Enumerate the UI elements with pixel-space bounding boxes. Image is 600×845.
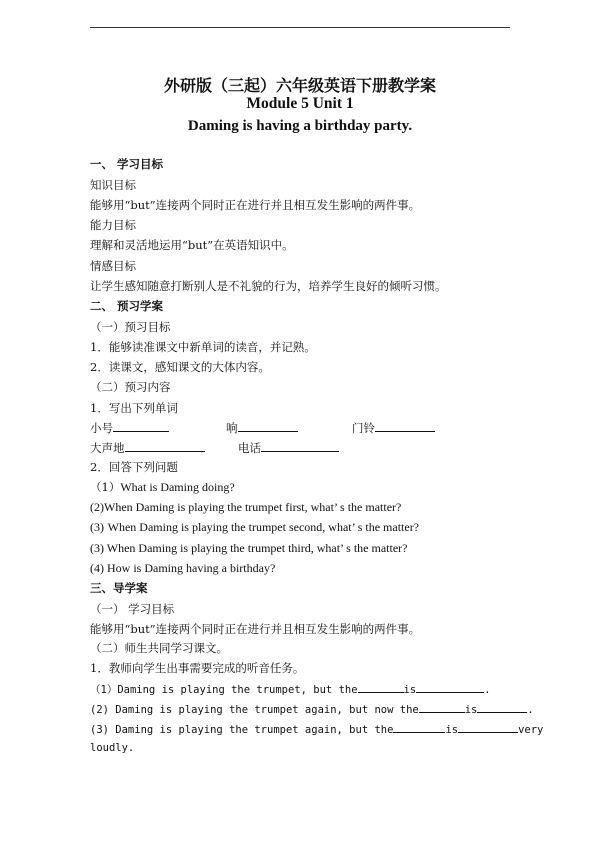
word-blank[interactable]: [261, 440, 339, 452]
learning-goal-subheading: （一） 学习目标: [90, 602, 175, 616]
sentence-text: very: [518, 724, 544, 736]
question-task: 2．回答下列问题: [90, 460, 178, 474]
word-label: 门铃: [352, 421, 375, 435]
word-blank[interactable]: [375, 420, 435, 432]
question-2: (2)When Daming is playing the trumpet first, what’ s the matter?: [90, 500, 402, 514]
question-3: [90, 520, 419, 535]
word-label: 大声地: [90, 441, 125, 455]
lesson-title: Daming is having a birthday party.: [187, 118, 413, 134]
fill-blank[interactable]: [477, 701, 527, 713]
ability-label: 能力目标: [90, 218, 136, 232]
question-number: (3): [90, 520, 104, 534]
page-title: 外研版（三起）六年级英语下册教学案: [163, 76, 436, 95]
section3-heading: 三、导学案: [90, 581, 148, 595]
question-1: [90, 480, 235, 495]
ability-text: 理解和灵活地运用“but”在英语知识中。: [90, 238, 294, 252]
section1-heading: 一、 学习目标: [90, 157, 164, 171]
preview-goal-1: 1．能够读准课文中新单词的读音，并记熟。: [90, 340, 316, 354]
emotion-label: 情感目标: [90, 259, 136, 273]
word-item: [90, 420, 169, 436]
sentence-text: is: [403, 684, 417, 696]
fill-blank[interactable]: [393, 721, 445, 733]
word-blank[interactable]: [113, 420, 169, 432]
word-label: 小号: [90, 421, 113, 435]
question-text: What is Daming doing?: [120, 480, 235, 494]
fill-sentence-3-continued: loudly.: [90, 742, 135, 754]
word-item: [352, 420, 435, 436]
sentence-text: .: [484, 684, 491, 696]
knowledge-text: 能够用“but”连接两个同时正在进行并且相互发生影响的两件事。: [90, 198, 421, 212]
word-label: 响: [226, 421, 238, 435]
word-item: [90, 440, 205, 456]
co-study-subheading: （二）师生共同学习课文。: [90, 641, 228, 655]
fill-sentence-2: [90, 701, 534, 718]
word-blank[interactable]: [238, 420, 298, 432]
top-rule: [90, 27, 510, 28]
fill-blank[interactable]: [358, 681, 404, 693]
question-5: (4) How is Daming having a birthday?: [90, 561, 276, 575]
word-item: [238, 440, 339, 456]
learning-goal-text: 能够用“but”连接两个同时正在进行并且相互发生影响的两件事。: [90, 622, 421, 636]
question-text: When Daming is playing the trumpet second, what’ s the matter?: [107, 520, 420, 534]
sentence-text: is: [445, 724, 459, 736]
word-label: 电话: [238, 441, 261, 455]
word-item: [226, 420, 298, 436]
question-4: (3) When Daming is playing the trumpet third, what’ s the matter?: [90, 541, 408, 555]
sentence-text: (3) Daming is playing the trumpet again, but the: [90, 724, 394, 736]
module-title: Module 5 Unit 1: [246, 95, 354, 112]
word-blank[interactable]: [125, 440, 205, 452]
fill-sentence-1: [90, 681, 491, 698]
question-number: （1）: [90, 480, 121, 494]
sentence-text: is: [464, 704, 478, 716]
preview-content-subheading: （二）预习内容: [90, 380, 171, 394]
listening-task: 1．教师向学生出事需要完成的听音任务。: [90, 661, 305, 675]
sentence-text: （1）Daming is playing the trumpet, but the: [90, 684, 358, 696]
preview-goal-2: 2．读课文，感知课文的大体内容。: [90, 360, 270, 374]
fill-blank[interactable]: [419, 701, 465, 713]
preview-goal-subheading: （一）预习目标: [90, 320, 171, 334]
fill-blank[interactable]: [416, 681, 484, 693]
section2-heading: 二、 预习学案: [90, 299, 164, 313]
word-task: 1．写出下列单词: [90, 401, 178, 415]
fill-blank[interactable]: [458, 721, 518, 733]
sentence-text: .: [527, 704, 534, 716]
knowledge-label: 知识目标: [90, 178, 136, 192]
emotion-text: 让学生感知随意打断别人是不礼貌的行为，培养学生良好的倾听习惯。: [90, 279, 447, 293]
sentence-text: (2) Daming is playing the trumpet again, but now the: [90, 704, 419, 716]
fill-sentence-3: [90, 721, 543, 738]
